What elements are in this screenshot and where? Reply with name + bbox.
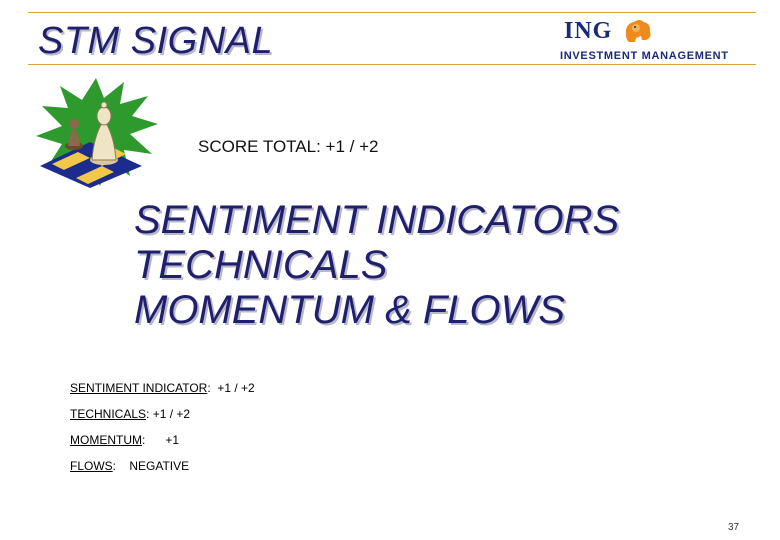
indicator-details — [70, 381, 255, 485]
detail-label: TECHNICALS — [70, 407, 147, 421]
chess-pieces-icon — [30, 78, 160, 190]
detail-label: FLOWS — [70, 459, 113, 473]
heading-sentiment: SENTIMENT INDICATORS — [134, 198, 620, 242]
detail-colon: : — [207, 381, 211, 395]
page-number: 37 — [728, 522, 740, 533]
detail-value: +1 / +2 — [152, 407, 191, 421]
logo-brand: ING — [564, 18, 613, 44]
heading-momentum-flows: MOMENTUM & FLOWS — [134, 288, 566, 332]
score-total: SCORE TOTAL: +1 / +2 — [198, 137, 379, 156]
detail-row-momentum — [70, 433, 255, 459]
detail-value: NEGATIVE — [129, 459, 190, 473]
indicator-headings — [134, 198, 619, 333]
detail-value: +1 — [165, 433, 180, 447]
detail-colon: : — [142, 433, 146, 447]
ing-logo — [560, 18, 752, 62]
slide-title: STM SIGNAL — [38, 20, 274, 62]
detail-label: MOMENTUM — [70, 433, 142, 447]
title-divider — [28, 64, 756, 65]
detail-row-sentiment — [70, 381, 255, 407]
lion-icon — [622, 16, 654, 44]
detail-label: SENTIMENT INDICATOR — [70, 381, 208, 395]
detail-value: +1 / +2 — [217, 381, 255, 395]
detail-colon: : — [146, 407, 150, 421]
detail-colon: : — [112, 459, 117, 473]
detail-row-flows — [70, 459, 255, 485]
heading-technicals: TECHNICALS — [134, 243, 388, 287]
detail-row-technicals — [70, 407, 255, 433]
logo-tagline: INVESTMENT MANAGEMENT — [560, 50, 729, 62]
top-divider — [28, 12, 756, 13]
